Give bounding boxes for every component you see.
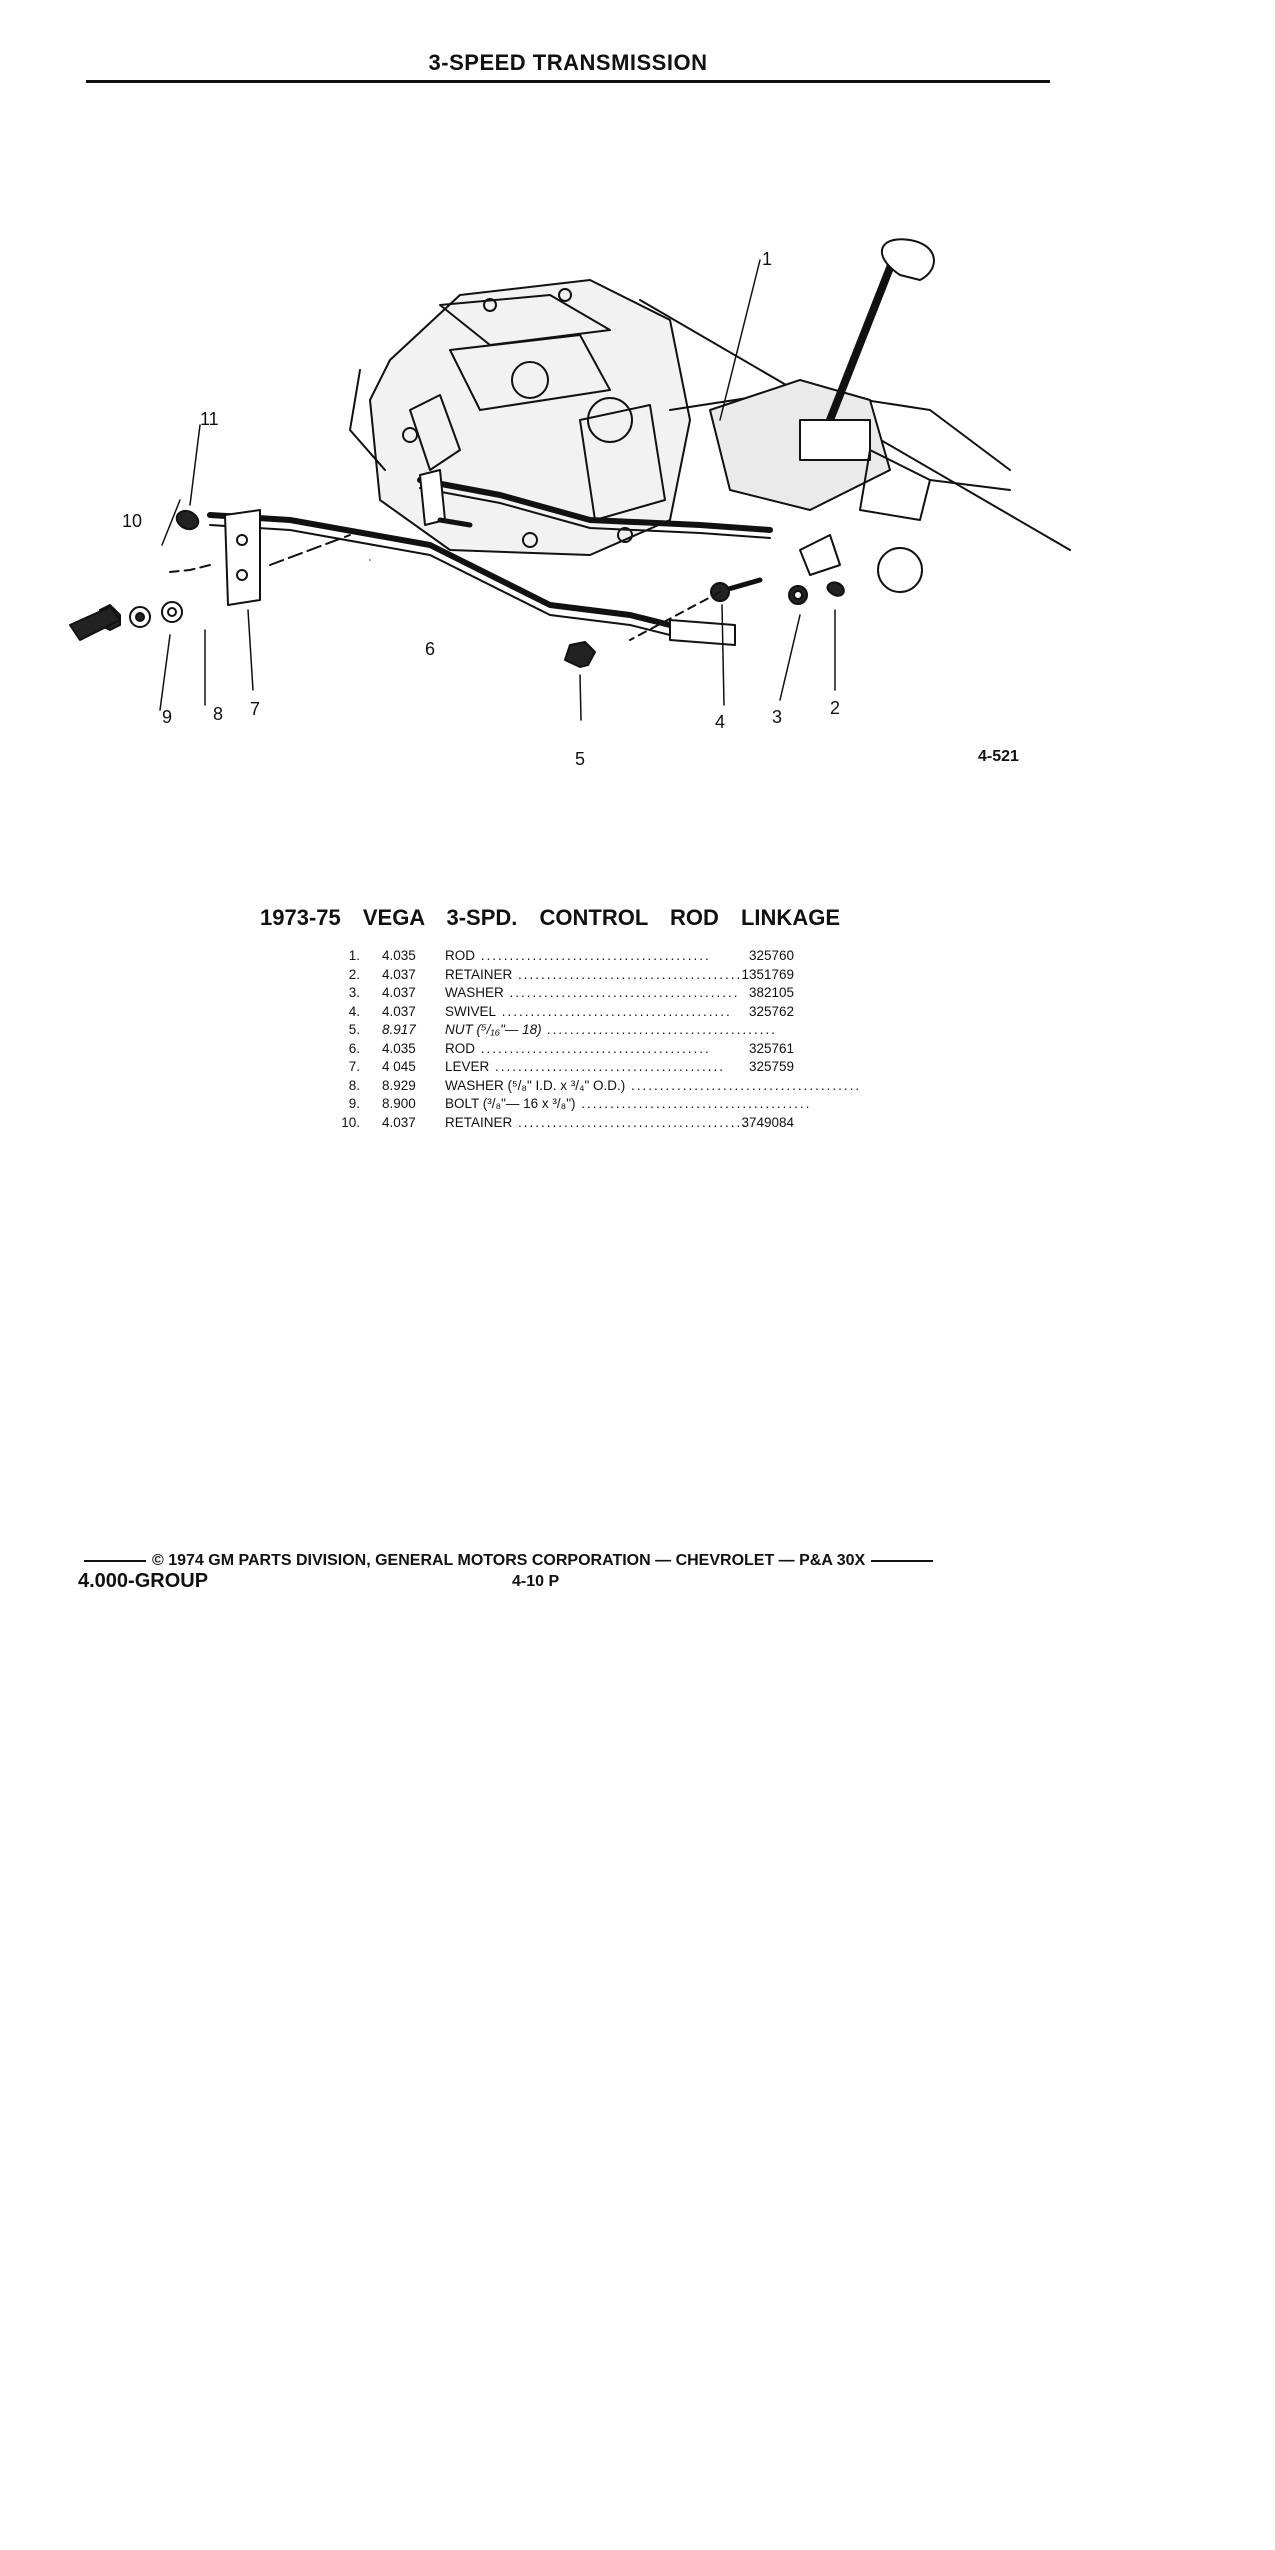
parts-list-row <box>330 967 800 986</box>
leader-dots: ........................................ <box>541 1022 778 1037</box>
callout-1: 1 <box>762 249 773 269</box>
part-description <box>445 1059 726 1074</box>
footer-group: 4.000-GROUP <box>78 1570 209 1592</box>
part-group-number: 8.917 <box>382 1022 416 1037</box>
parts-list-row <box>330 1041 800 1060</box>
leader-dots: ........................................ <box>475 1040 711 1056</box>
part-number-index: 6. <box>348 1040 360 1056</box>
part-number-index: 3. <box>348 985 360 1000</box>
callout-3: 3 <box>772 707 783 727</box>
callout-2: 2 <box>830 698 841 718</box>
leader-dots: ........................................ <box>489 1059 726 1074</box>
footer-page-number: 4-10 P <box>512 1573 560 1590</box>
leader-dots: ........................................ <box>496 1003 732 1019</box>
figure-code: 4-521 <box>978 748 1019 765</box>
part-group-number: 4.037 <box>382 1114 416 1130</box>
part-number: 325762 <box>748 1003 794 1019</box>
part-number: 382105 <box>748 985 794 1000</box>
part-number-index: 2. <box>348 966 360 982</box>
part-group-number: 8.929 <box>382 1077 416 1093</box>
linkage-exploded-diagram <box>110 220 1040 780</box>
part-description-text: BOLT (³/₈"— 16 x ³/₈") <box>445 1096 576 1111</box>
part-description-text: NUT (⁵/₁₆"— 18) <box>445 1022 542 1037</box>
part-description-text: ROD <box>445 1040 475 1056</box>
leader-dots: ........................................ <box>575 1096 812 1111</box>
parts-list-row <box>330 1115 800 1134</box>
part-description-text: SWIVEL <box>445 1003 497 1019</box>
part-number-index: 7. <box>348 1059 360 1074</box>
part-description-text: RETAINER <box>445 1114 513 1130</box>
part-number-index: 1. <box>348 948 360 963</box>
parts-list <box>330 948 862 1133</box>
callout-8: 8 <box>213 704 224 724</box>
callout-6: 6 <box>425 639 436 659</box>
part-number: 325759 <box>748 1059 794 1074</box>
parts-list-title: 1973-75 VEGA 3-SPD. CONTROL ROD LINKAGE <box>260 905 840 930</box>
footer-copyright-line <box>78 1552 939 1570</box>
part-number: 325761 <box>748 1040 794 1056</box>
footer-copyright: © 1974 GM PARTS DIVISION, GENERAL MOTORS CORPORATION — CHEVROLET — P&A 30X <box>152 1552 866 1569</box>
footer-rule-left <box>84 1560 146 1562</box>
part-number-index: 4. <box>348 1003 360 1019</box>
leader-dots: ........................................ <box>512 966 749 982</box>
part-description <box>445 1077 862 1093</box>
part-number-index: 10. <box>341 1114 360 1130</box>
part-group-number: 4 045 <box>382 1059 416 1074</box>
part-group-number: 4.037 <box>382 1003 416 1019</box>
parts-list-row <box>330 1059 800 1078</box>
part-description-text: WASHER (⁵/₈" I.D. x ³/₄" O.D.) <box>445 1077 626 1093</box>
header-rule <box>86 80 1050 83</box>
part-number: 1351769 <box>741 966 794 982</box>
part-number: 325760 <box>748 948 794 963</box>
parts-list-row <box>330 1004 800 1023</box>
part-description <box>445 1114 749 1130</box>
leader-dots: ........................................ <box>475 948 711 963</box>
parts-list-row <box>330 1096 812 1115</box>
callout-7: 7 <box>250 699 261 719</box>
part-description <box>445 1096 812 1111</box>
callout-11: 11 <box>200 409 219 429</box>
leader-dots: ........................................ <box>625 1077 862 1093</box>
part-description-text: LEVER <box>445 1059 490 1074</box>
shift-lever-drawing <box>640 239 1070 592</box>
part-group-number: 8.900 <box>382 1096 416 1111</box>
parts-list-row <box>330 985 800 1004</box>
parts-list-row <box>330 1022 800 1041</box>
part-group-number: 4.035 <box>382 1040 416 1056</box>
part-description <box>445 1003 732 1019</box>
callout-4: 4 <box>715 712 726 732</box>
callout-9: 9 <box>162 707 173 727</box>
part-number-index: 5. <box>348 1022 360 1037</box>
part-group-number: 4.037 <box>382 985 416 1000</box>
parts-list-row <box>330 1077 862 1097</box>
callout-5: 5 <box>575 749 586 769</box>
footer-rule-right <box>871 1560 933 1562</box>
part-number-index: 8. <box>348 1077 360 1093</box>
part-description <box>445 1022 778 1037</box>
part-number: 3749084 <box>741 1114 794 1130</box>
part-description <box>445 1041 715 1056</box>
leader-dots: ........................................ <box>512 1114 749 1130</box>
part-description <box>445 966 749 982</box>
leader-dots: ........................................ <box>503 985 740 1000</box>
part-description-text: ROD <box>445 948 475 963</box>
transmission-case-drawing <box>350 280 690 555</box>
part-number-index: 9. <box>348 1096 360 1111</box>
part-description-text: RETAINER <box>445 966 513 982</box>
part-description <box>445 948 715 963</box>
part-group-number: 4.035 <box>382 948 416 963</box>
part-description <box>445 985 740 1000</box>
page-header-title: 3-SPEED TRANSMISSION <box>428 50 708 75</box>
parts-list-row <box>330 948 800 967</box>
part-description-text: WASHER <box>445 985 504 1000</box>
callout-10: 10 <box>122 511 143 531</box>
part-group-number: 4.037 <box>382 966 416 982</box>
